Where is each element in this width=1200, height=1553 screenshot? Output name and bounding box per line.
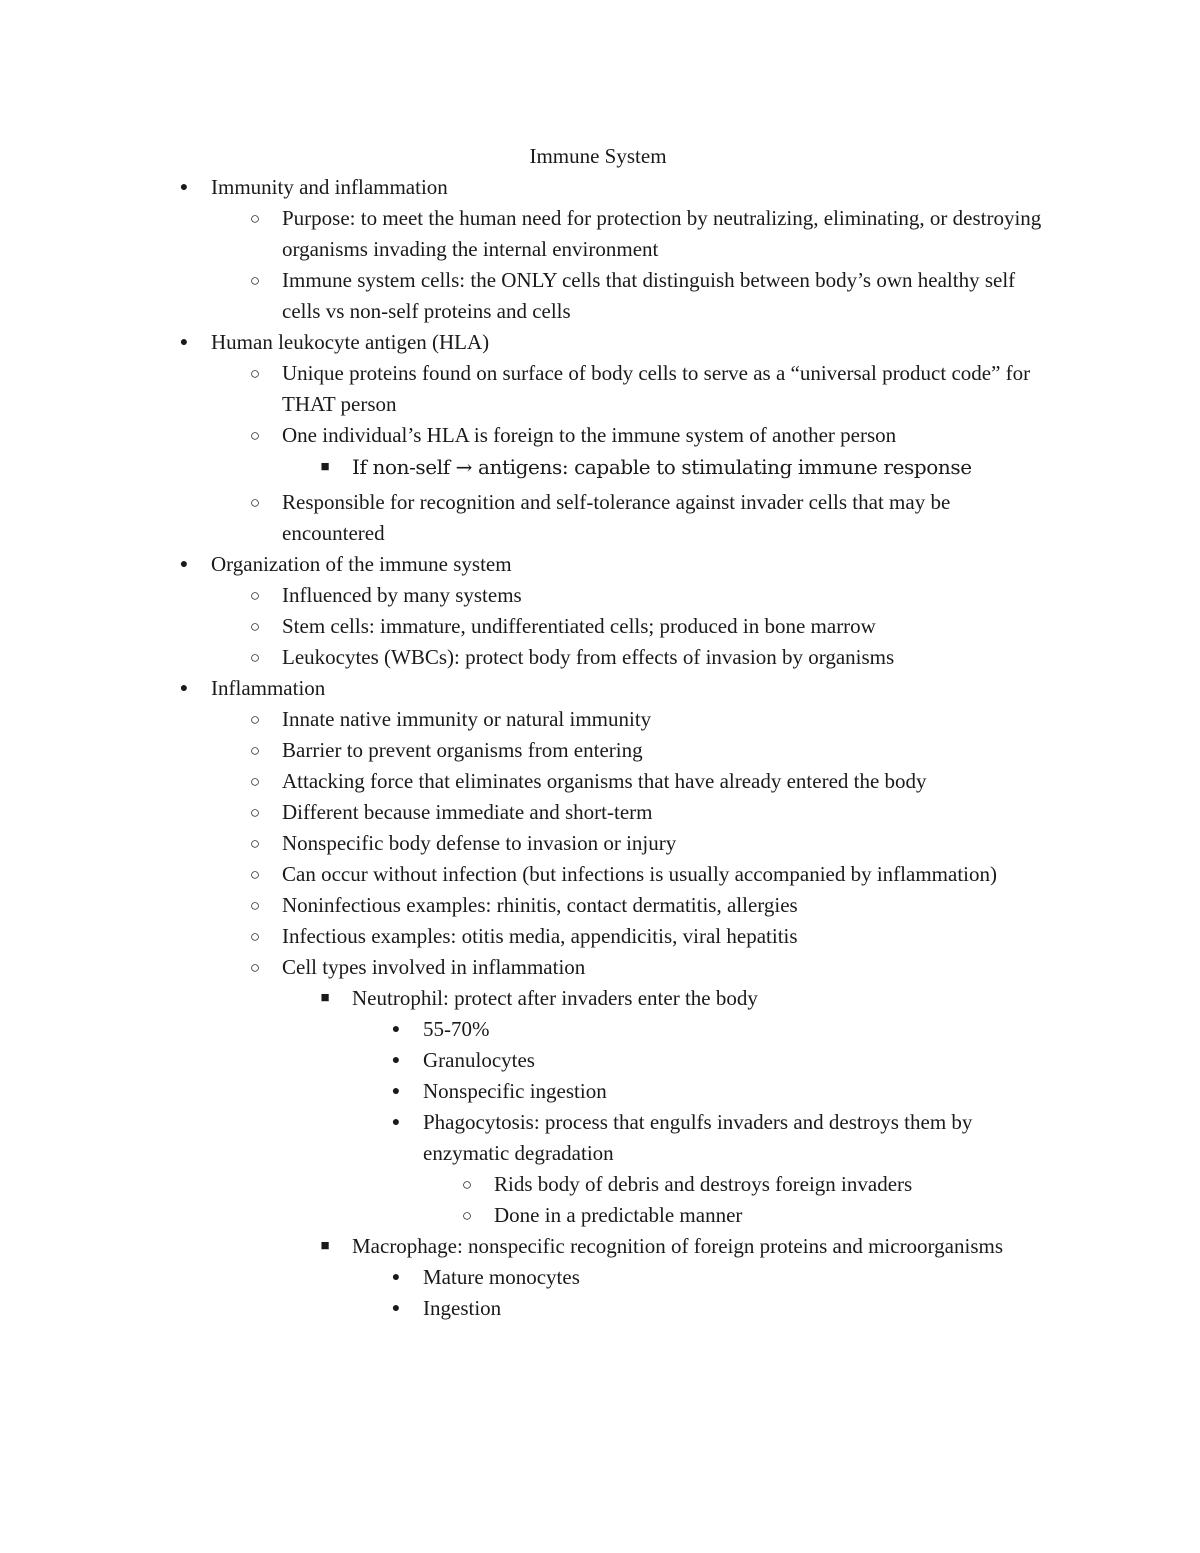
list-item-text: Responsible for recognition and self-tolerance against invader cells that may be encountered — [282, 490, 951, 545]
list-item-text: Cell types involved in inflammation — [282, 955, 586, 979]
bullet-icon: ○ — [249, 586, 261, 605]
bullet-icon: ○ — [249, 927, 261, 946]
list-item-text: Barrier to prevent organisms from entering — [282, 738, 643, 762]
list-item-level-1 — [0, 327, 1200, 358]
list-item-text: One individual’s HLA is foreign to the immune system of another person — [282, 423, 897, 447]
list-item-level-4 — [0, 1045, 1200, 1076]
bullet-icon: ○ — [249, 834, 261, 853]
list-item-text: Macrophage: nonspecific recognition of foreign proteins and microorganisms — [352, 1234, 1004, 1258]
list-item-text: If non-self → antigens: capable to stimulating immune response — [352, 455, 972, 479]
list-item-text: Nonspecific ingestion — [423, 1079, 607, 1103]
list-item-text: Human leukocyte antigen (HLA) — [211, 330, 490, 354]
list-item-level-2 — [0, 828, 1200, 859]
list-item-level-2 — [0, 642, 1200, 673]
bullet-icon: ○ — [249, 710, 261, 729]
bullet-icon: ■ — [320, 459, 330, 475]
list-item-level-2 — [0, 952, 1200, 983]
bullet-icon: ○ — [461, 1206, 473, 1225]
list-item-text: Attacking force that eliminates organisms that have already entered the body — [282, 769, 927, 793]
page-title: Immune System — [529, 144, 667, 168]
list-item-level-5 — [0, 1169, 1200, 1200]
list-item-level-2 — [0, 890, 1200, 921]
list-item-level-2 — [0, 766, 1200, 797]
list-item-text: Influenced by many systems — [282, 583, 522, 607]
list-item-text: Phagocytosis: process that engulfs invaders and destroys them by enzymatic degradation — [423, 1110, 973, 1165]
bullet-icon: ● — [391, 1022, 401, 1037]
list-item-level-4 — [0, 1076, 1200, 1107]
list-item-text: Infectious examples: otitis media, appendicitis, viral hepatitis — [282, 924, 798, 948]
list-item-level-2 — [0, 580, 1200, 611]
list-item-level-1 — [0, 549, 1200, 580]
list-item-level-3 — [0, 983, 1200, 1014]
list-item-text: Granulocytes — [423, 1048, 535, 1072]
list-item-level-4 — [0, 1014, 1200, 1045]
list-item-text: Noninfectious examples: rhinitis, contact dermatitis, allergies — [282, 893, 798, 917]
bullet-icon: ○ — [249, 493, 261, 512]
bullet-icon: ○ — [249, 209, 261, 228]
bullet-icon: ○ — [249, 426, 261, 445]
bullet-icon: ● — [391, 1115, 401, 1130]
list-item-level-2 — [0, 265, 1200, 327]
bullet-icon: ○ — [249, 271, 261, 290]
list-item-text: Nonspecific body defense to invasion or injury — [282, 831, 677, 855]
bullet-icon: ○ — [249, 803, 261, 822]
list-item-text: Mature monocytes — [423, 1265, 580, 1289]
list-item-text: Innate native immunity or natural immunity — [282, 707, 652, 731]
bullet-icon: ● — [391, 1270, 401, 1285]
bullet-icon: ■ — [320, 990, 330, 1006]
list-item-level-1 — [0, 172, 1200, 203]
bullet-icon: ● — [179, 180, 189, 195]
bullet-icon: ○ — [249, 741, 261, 760]
list-item-level-1 — [0, 673, 1200, 704]
list-item-level-3 — [0, 1231, 1200, 1262]
bullet-icon: ○ — [249, 958, 261, 977]
list-item-text: Ingestion — [423, 1296, 502, 1320]
bullet-icon: ○ — [249, 896, 261, 915]
bullet-icon: ○ — [249, 617, 261, 636]
bullet-icon: ● — [391, 1084, 401, 1099]
list-item-text: Unique proteins found on surface of body cells to serve as a “universal product code” for THAT person — [282, 361, 1031, 416]
list-item-level-4 — [0, 1107, 1200, 1169]
list-item-level-2 — [0, 358, 1200, 420]
list-item-text: Can occur without infection (but infections is usually accompanied by inflammation) — [282, 862, 997, 886]
list-item-level-2 — [0, 420, 1200, 451]
bullet-icon: ● — [179, 335, 189, 350]
bullet-icon: ● — [391, 1053, 401, 1068]
list-item-level-2 — [0, 203, 1200, 265]
list-item-text: Inflammation — [211, 676, 326, 700]
outline-list — [0, 172, 1200, 1324]
list-item-text: Stem cells: immature, undifferentiated cells; produced in bone marrow — [282, 614, 876, 638]
list-item-level-2 — [0, 797, 1200, 828]
list-item-level-4 — [0, 1293, 1200, 1324]
list-item-text: Neutrophil: protect after invaders enter the body — [352, 986, 758, 1010]
list-item-text: 55-70% — [423, 1017, 490, 1041]
bullet-icon: ○ — [249, 772, 261, 791]
list-item-text: Organization of the immune system — [211, 552, 512, 576]
bullet-icon: ● — [179, 557, 189, 572]
list-item-level-2 — [0, 611, 1200, 642]
bullet-icon: ● — [179, 681, 189, 696]
list-item-text: Leukocytes (WBCs): protect body from effects of invasion by organisms — [282, 645, 895, 669]
bullet-icon: ○ — [249, 648, 261, 667]
bullet-icon: ○ — [461, 1175, 473, 1194]
list-item-text: Done in a predictable manner — [494, 1203, 743, 1227]
list-item-level-5 — [0, 1200, 1200, 1231]
list-item-level-2 — [0, 704, 1200, 735]
bullet-icon: ■ — [320, 1238, 330, 1254]
list-item-level-2 — [0, 921, 1200, 952]
list-item-text: Purpose: to meet the human need for protection by neutralizing, eliminating, or destroying organisms invading the internal environment — [282, 206, 1042, 261]
bullet-icon: ○ — [249, 865, 261, 884]
list-item-text: Immunity and inflammation — [211, 175, 448, 199]
list-item-level-2 — [0, 735, 1200, 766]
list-item-level-4 — [0, 1262, 1200, 1293]
list-item-level-3 — [0, 451, 1200, 484]
list-item-text: Rids body of debris and destroys foreign invaders — [494, 1172, 913, 1196]
list-item-level-2 — [0, 859, 1200, 890]
bullet-icon: ○ — [249, 364, 261, 383]
list-item-text: Different because immediate and short-term — [282, 800, 653, 824]
list-item-level-2 — [0, 487, 1200, 549]
list-item-text: Immune system cells: the ONLY cells that distinguish between body’s own healthy self cells vs non-self proteins and cells — [282, 268, 1016, 323]
bullet-icon: ● — [391, 1301, 401, 1316]
